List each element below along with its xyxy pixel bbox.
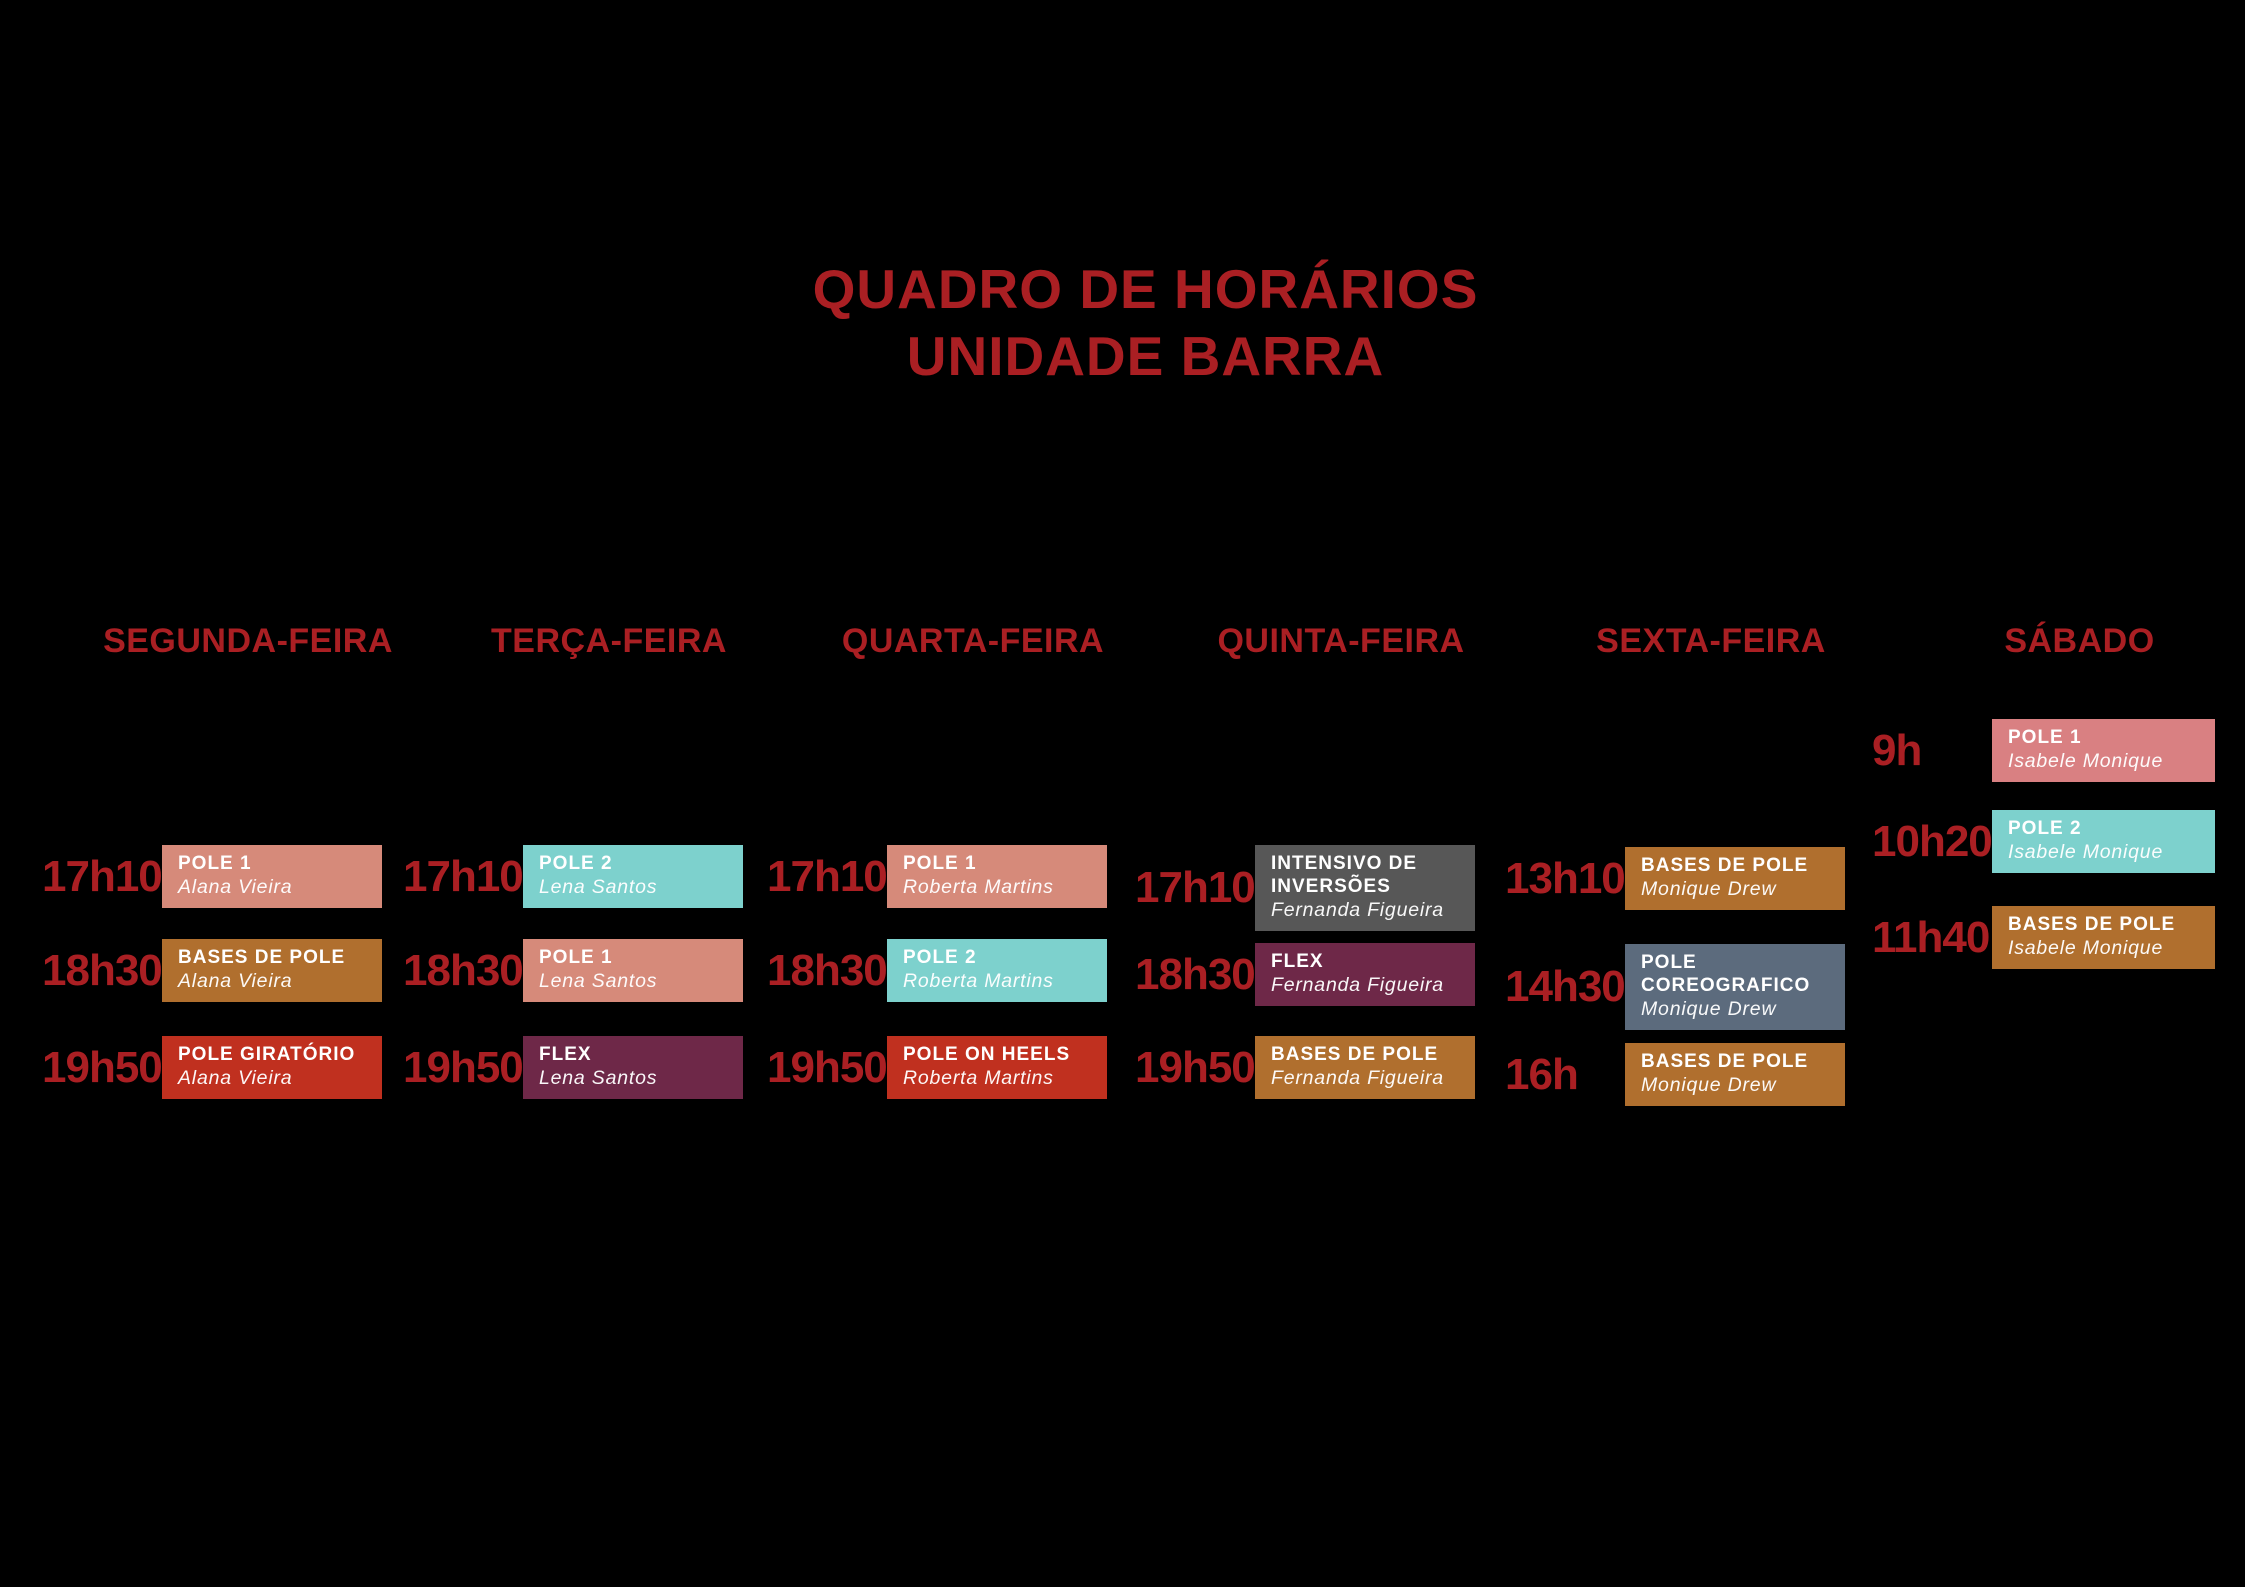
class-block <box>887 939 1107 1002</box>
teacher-name: Lena Santos <box>539 1067 658 1089</box>
class-name: BASES DE POLE <box>178 947 346 968</box>
class-name: INTENSIVO DE INVERSÕES <box>1271 853 1418 897</box>
teacher-name: Alana Vieira <box>178 970 293 992</box>
day-header-terca-feira: TERÇA-FEIRA <box>491 622 727 660</box>
class-slot <box>42 939 382 1002</box>
class-slot <box>767 939 1107 1002</box>
teacher-name: Lena Santos <box>539 876 658 898</box>
class-block <box>1255 845 1475 931</box>
slot-time: 19h50 <box>403 1042 523 1092</box>
class-name: POLE GIRATÓRIO <box>178 1044 356 1065</box>
class-slot <box>1135 943 1475 1006</box>
slot-time: 13h10 <box>1505 853 1625 903</box>
class-block <box>1255 1036 1475 1099</box>
page-title-line-1: QUADRO DE HORÁRIOS <box>812 258 1479 320</box>
class-block <box>162 1036 382 1099</box>
class-slot <box>42 1036 382 1099</box>
teacher-name: Monique Drew <box>1641 878 1777 900</box>
class-name: POLE COREOGRAFICO <box>1641 952 1811 996</box>
slot-time: 17h10 <box>1135 863 1255 912</box>
class-block <box>887 845 1107 908</box>
teacher-name: Lena Santos <box>539 970 658 992</box>
class-name: POLE 2 <box>2008 818 2082 839</box>
class-name: BASES DE POLE <box>1271 1044 1439 1065</box>
day-column-quinta-feira <box>1135 0 1475 1587</box>
day-column-segunda-feira <box>42 0 393 1587</box>
slot-time: 19h50 <box>42 1042 162 1092</box>
class-slot <box>1135 845 1475 931</box>
class-slot <box>1505 944 1845 1030</box>
class-name: POLE 1 <box>2008 727 2082 748</box>
slot-time: 16h <box>1505 1049 1578 1099</box>
slot-time: 11h40 <box>1872 912 1990 962</box>
class-name: POLE 1 <box>178 853 252 874</box>
slot-time: 9h <box>1872 725 1922 775</box>
day-column-sexta-feira <box>1505 0 1845 1587</box>
day-header-sabado: SÁBADO <box>2004 622 2155 660</box>
slot-time: 17h10 <box>767 851 887 901</box>
class-block <box>1992 810 2215 873</box>
class-name: POLE ON HEELS <box>903 1044 1071 1065</box>
class-slot <box>1135 1036 1475 1099</box>
class-block <box>1625 944 1845 1030</box>
teacher-name: Isabele Monique <box>2008 750 2164 772</box>
teacher-name: Roberta Martins <box>903 876 1054 898</box>
class-slot <box>767 1036 1107 1099</box>
slot-time: 18h30 <box>767 945 887 995</box>
teacher-name: Fernanda Figueira <box>1271 1067 1444 1089</box>
class-name: BASES DE POLE <box>1641 855 1809 876</box>
class-name: BASES DE POLE <box>1641 1051 1809 1072</box>
day-header-quarta-feira: QUARTA-FEIRA <box>841 622 1105 660</box>
class-block <box>162 939 382 1002</box>
slot-time: 19h50 <box>1135 1042 1255 1092</box>
class-slot <box>1505 847 1845 910</box>
class-block <box>1625 1043 1845 1106</box>
day-header-segunda-feira: SEGUNDA-FEIRA <box>103 622 393 660</box>
slot-time: 17h10 <box>403 851 523 901</box>
slot-time: 17h10 <box>42 851 162 901</box>
class-block <box>523 939 743 1002</box>
class-name: POLE 1 <box>903 853 977 874</box>
teacher-name: Roberta Martins <box>903 970 1054 992</box>
slot-time: 18h30 <box>42 945 162 995</box>
class-slot <box>1872 810 2215 873</box>
day-column-quarta-feira <box>767 0 1107 1587</box>
teacher-name: Alana Vieira <box>178 1067 293 1089</box>
teacher-name: Isabele Monique <box>2008 841 2164 863</box>
class-slot <box>1505 1043 1845 1106</box>
class-block <box>162 845 382 908</box>
class-block <box>1992 906 2215 969</box>
teacher-name: Isabele Monique <box>2008 937 2164 959</box>
class-block <box>523 1036 743 1099</box>
class-name: BASES DE POLE <box>2008 914 2176 935</box>
class-name: FLEX <box>539 1044 592 1065</box>
class-name: POLE 2 <box>903 947 977 968</box>
class-slot <box>403 1036 743 1099</box>
slot-time: 19h50 <box>767 1042 887 1092</box>
class-block <box>1992 719 2215 782</box>
class-slot <box>42 845 382 908</box>
slot-time: 14h30 <box>1505 962 1625 1011</box>
class-block <box>523 845 743 908</box>
day-header-sexta-feira: SEXTA-FEIRA <box>1596 622 1826 660</box>
page-title-line-2: UNIDADE BARRA <box>906 325 1385 387</box>
day-header-quinta-feira: QUINTA-FEIRA <box>1217 622 1465 660</box>
teacher-name: Monique Drew <box>1641 1074 1777 1096</box>
class-slot <box>403 939 743 1002</box>
class-slot <box>403 845 743 908</box>
slot-time: 18h30 <box>1135 949 1255 999</box>
slot-time: 18h30 <box>403 945 523 995</box>
class-block <box>1625 847 1845 910</box>
day-column-terca-feira <box>403 0 743 1587</box>
class-slot <box>1872 719 2215 782</box>
teacher-name: Fernanda Figueira <box>1271 899 1444 921</box>
teacher-name: Fernanda Figueira <box>1271 974 1444 996</box>
class-slot <box>767 845 1107 908</box>
class-block <box>1255 943 1475 1006</box>
class-name: POLE 2 <box>539 853 613 874</box>
class-name: POLE 1 <box>539 947 613 968</box>
teacher-name: Roberta Martins <box>903 1067 1054 1089</box>
class-slot <box>1872 906 2215 969</box>
slot-time: 10h20 <box>1872 816 1992 866</box>
class-block <box>887 1036 1107 1099</box>
day-column-sabado <box>1872 0 2215 1587</box>
teacher-name: Alana Vieira <box>178 876 293 898</box>
class-name: FLEX <box>1271 951 1324 972</box>
teacher-name: Monique Drew <box>1641 998 1777 1020</box>
